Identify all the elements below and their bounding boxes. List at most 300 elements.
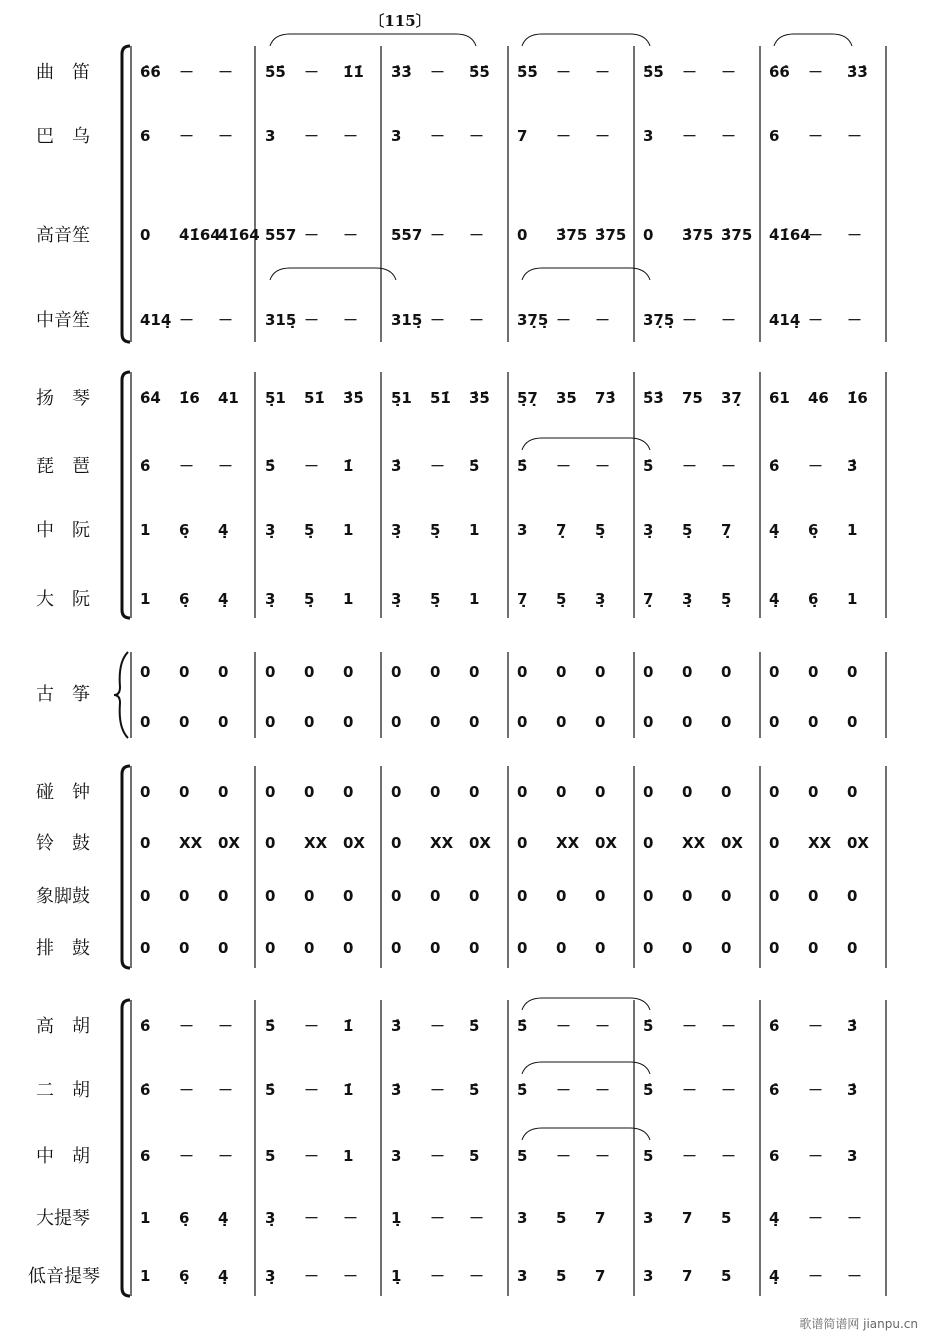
note: 0 [556, 663, 567, 681]
note: 0 [265, 713, 276, 731]
note: － [808, 311, 824, 329]
tie [522, 1128, 650, 1140]
note: 0X [218, 834, 241, 852]
note: 7̣ [517, 590, 528, 608]
instrument-row-pengzhong [36, 782, 857, 803]
note: 1 [469, 521, 480, 539]
note: 6̇ [769, 1017, 780, 1035]
note: 4̇1̇64 [218, 226, 260, 244]
note: － [721, 1081, 737, 1099]
note: － [469, 1209, 485, 1227]
note: － [343, 1209, 359, 1227]
note: 0 [517, 783, 528, 801]
note: － [304, 63, 320, 81]
note: 0 [179, 713, 190, 731]
note: XX [682, 834, 706, 852]
note: 0 [643, 713, 654, 731]
note: － [179, 127, 195, 145]
bracket [122, 46, 130, 342]
note: 3̣ [391, 521, 402, 539]
instrument-name: 扬 琴 [36, 388, 90, 409]
note: 0 [469, 783, 480, 801]
note: 5 [469, 1147, 480, 1165]
instrument-name: 中 阮 [36, 520, 90, 541]
instrument-name: 二 胡 [36, 1080, 90, 1101]
note: 3 [517, 521, 528, 539]
note: 0 [265, 663, 276, 681]
note: 0 [643, 939, 654, 957]
group-brackets [114, 46, 130, 1296]
note: 0 [847, 713, 858, 731]
note: 4̣ [769, 1267, 780, 1285]
note: 1̇6 [179, 389, 200, 407]
note: 1̣ [391, 1209, 402, 1227]
note: － [847, 1209, 863, 1227]
note: 4̇1̇64 [179, 226, 221, 244]
note: － [847, 226, 863, 244]
note: － [218, 311, 234, 329]
note: － [556, 1147, 572, 1165]
instrument-row-xiangjiaogu [36, 886, 857, 907]
note: 0 [343, 783, 354, 801]
note: XX [179, 834, 203, 852]
note: 0 [595, 939, 606, 957]
note: 0 [265, 939, 276, 957]
tie [774, 34, 852, 46]
note: － [430, 457, 446, 475]
note: － [430, 226, 446, 244]
note: 3 [391, 1147, 402, 1165]
note: － [595, 63, 611, 81]
note: － [682, 1081, 698, 1099]
note: 0 [343, 713, 354, 731]
note: － [430, 127, 446, 145]
note: 0 [595, 713, 606, 731]
note: － [179, 457, 195, 475]
instrument-row-gaoyinsheng [36, 225, 862, 246]
note: 557 [265, 226, 297, 244]
note: 3̇75 [682, 226, 714, 244]
note: － [469, 311, 485, 329]
note: － [430, 1017, 446, 1035]
note: － [682, 127, 698, 145]
note: 0X [343, 834, 366, 852]
note: 35 [556, 389, 577, 407]
note: 0 [179, 663, 190, 681]
instrument-row-erhu [36, 1080, 857, 1101]
note: 4̣ [218, 1209, 229, 1227]
note: 0 [682, 887, 693, 905]
note: 5̣ [721, 590, 732, 608]
note: 37̣ [721, 389, 742, 407]
note: 61 [769, 389, 790, 407]
tie [522, 1062, 650, 1074]
bracket [122, 766, 130, 968]
note: 0 [769, 939, 780, 957]
watermark: 歌谱简谱网 jianpu.cn [799, 1317, 918, 1331]
note: 0 [304, 713, 315, 731]
note: － [304, 127, 320, 145]
note: 37̣5̣ [517, 311, 549, 329]
note: 3̇75 [721, 226, 753, 244]
instrument-name: 排 鼓 [36, 938, 90, 959]
note: 6̣ [808, 521, 819, 539]
note: 0 [721, 783, 732, 801]
note: 0 [430, 939, 441, 957]
instrument-name: 大 阮 [36, 589, 90, 610]
note: 0 [808, 663, 819, 681]
note: 0 [343, 939, 354, 957]
note: 3̣ [391, 590, 402, 608]
note: 5̇ [265, 457, 276, 475]
note: 1 [140, 1209, 151, 1227]
instrument-row-bawu [36, 126, 862, 147]
note: 0 [595, 887, 606, 905]
note: 0 [595, 783, 606, 801]
note: 557 [391, 226, 423, 244]
note: 6̣ [179, 1209, 190, 1227]
note: － [218, 457, 234, 475]
note: － [218, 63, 234, 81]
note: 1 [469, 590, 480, 608]
note: － [304, 1147, 320, 1165]
note: 0 [391, 939, 402, 957]
tie [270, 34, 476, 46]
note: 3̇5̇ [469, 389, 490, 407]
instrument-row-datiqin [36, 1208, 862, 1229]
note: XX [304, 834, 328, 852]
note: 0 [769, 663, 780, 681]
note: 4̣ [769, 1209, 780, 1227]
instrument-name: 高音笙 [36, 225, 90, 246]
note: 315̣ [391, 311, 423, 329]
note: 0 [847, 663, 858, 681]
note: 0 [721, 713, 732, 731]
note: 7̣ [643, 590, 654, 608]
note: 3 [391, 127, 402, 145]
note: 1̇1̇ [343, 63, 364, 81]
note: － [721, 457, 737, 475]
note: 5̇3̇ [643, 389, 664, 407]
note: 0 [218, 939, 229, 957]
note: 5̣ [304, 590, 315, 608]
note: 3 [265, 127, 276, 145]
note: 0 [808, 783, 819, 801]
note: － [218, 1147, 234, 1165]
note: 0 [721, 887, 732, 905]
note: 3̣ [595, 590, 606, 608]
note: 0 [140, 663, 151, 681]
note: － [304, 1081, 320, 1099]
note: 6̣ [808, 590, 819, 608]
instrument-row-zhongyinsheng [36, 310, 862, 331]
note: － [595, 127, 611, 145]
note: 0 [769, 783, 780, 801]
note: 0 [140, 939, 151, 957]
note: － [430, 1267, 446, 1285]
tie [522, 998, 650, 1010]
note: － [179, 1081, 195, 1099]
note: 0 [140, 783, 151, 801]
note: 6̣ [179, 590, 190, 608]
note: 6̣ [179, 1267, 190, 1285]
note: 3̣ [682, 590, 693, 608]
note: － [304, 1017, 320, 1035]
note: 4̣ [218, 1267, 229, 1285]
note: － [179, 311, 195, 329]
note: － [847, 311, 863, 329]
note: 0X [721, 834, 744, 852]
instrument-name: 铃 鼓 [36, 833, 90, 854]
instrument-row-diyintiqin [28, 1266, 862, 1287]
instrument-name: 低音提琴 [28, 1266, 100, 1287]
note: － [556, 1017, 572, 1035]
tie [522, 438, 650, 450]
note: 0 [265, 887, 276, 905]
note: － [595, 1017, 611, 1035]
note: － [595, 1081, 611, 1099]
note: 0 [808, 939, 819, 957]
instrument-row-qudi [36, 62, 868, 83]
note: 1 [343, 590, 354, 608]
note: 0 [556, 887, 567, 905]
note: 0 [556, 939, 567, 957]
note: 4̣ [218, 590, 229, 608]
note: － [469, 127, 485, 145]
note: － [556, 127, 572, 145]
note: 5̇ [469, 1017, 480, 1035]
note: 315̣ [265, 311, 297, 329]
note: － [430, 311, 446, 329]
note: 6̇6̇ [769, 63, 790, 81]
note: － [721, 311, 737, 329]
note: 4̣ [218, 521, 229, 539]
note: － [808, 1267, 824, 1285]
note: 1̇ [343, 1081, 354, 1099]
note: 0 [721, 663, 732, 681]
tie [522, 268, 650, 280]
note: 0 [179, 887, 190, 905]
instrument-name: 巴 乌 [36, 126, 90, 147]
note: 0 [517, 226, 528, 244]
note: 0 [517, 834, 528, 852]
note: － [808, 63, 824, 81]
rehearsal-mark: 〔115〕 [369, 12, 431, 30]
note: 1 [847, 590, 858, 608]
note: 6̇ [140, 457, 151, 475]
note: 37̣5̣ [643, 311, 675, 329]
note: 414̣ [769, 311, 801, 329]
note: 0 [430, 663, 441, 681]
note: 0 [643, 887, 654, 905]
note: 0 [469, 713, 480, 731]
tie [270, 268, 396, 280]
note: 5 [643, 1147, 654, 1165]
note: － [556, 63, 572, 81]
instrument-name: 中音笙 [36, 310, 90, 331]
note: 0 [391, 713, 402, 731]
slurs [270, 34, 852, 1140]
note: － [179, 1147, 195, 1165]
note: 5̣1 [265, 389, 286, 407]
note: － [556, 311, 572, 329]
note: 0 [517, 887, 528, 905]
note: － [556, 457, 572, 475]
note: － [682, 457, 698, 475]
note: 5̣ [682, 521, 693, 539]
note: 7 [595, 1267, 606, 1285]
note: 4̣ [769, 521, 780, 539]
instrument-row-daruan [36, 589, 857, 610]
note: － [304, 311, 320, 329]
note: － [304, 1267, 320, 1285]
note: 5 [556, 1209, 567, 1227]
note: 3 [517, 1209, 528, 1227]
note: － [430, 1081, 446, 1099]
note: － [808, 1147, 824, 1165]
note: 6 [140, 1147, 151, 1165]
instrument-row-paigu [36, 938, 857, 959]
instrument-name: 高 胡 [36, 1016, 90, 1037]
note: 0 [808, 713, 819, 731]
note: 0 [808, 887, 819, 905]
instrument-row-gaohu [36, 1016, 857, 1037]
note: 0 [682, 783, 693, 801]
note: 6̣ [179, 521, 190, 539]
instrument-row-yangqin [36, 387, 868, 409]
note: 0 [595, 663, 606, 681]
note: － [179, 63, 195, 81]
note: 5 [721, 1267, 732, 1285]
note: 75 [682, 389, 703, 407]
note: 1 [343, 1147, 354, 1165]
note: XX [556, 834, 580, 852]
note: 1̇6 [847, 389, 868, 407]
note: 6 [140, 127, 151, 145]
note: － [218, 1017, 234, 1035]
note: 5̇ [469, 1081, 480, 1099]
note: － [808, 127, 824, 145]
note: 5̇ [265, 1017, 276, 1035]
note: － [808, 457, 824, 475]
note: 0 [643, 783, 654, 801]
note: 3 [847, 1147, 858, 1165]
note: 0 [517, 939, 528, 957]
note: 0 [643, 226, 654, 244]
note: 0 [304, 939, 315, 957]
note: 3 [643, 1267, 654, 1285]
note: 5 [556, 1267, 567, 1285]
note: 5̇ [265, 1081, 276, 1099]
note: 3̣ [265, 1209, 276, 1227]
note: 3̇ [847, 1081, 858, 1099]
note: 7 [517, 127, 528, 145]
note: 0 [556, 783, 567, 801]
tie [522, 34, 650, 46]
note: － [556, 1081, 572, 1099]
note: 5̣ [430, 590, 441, 608]
note: 7̣ [556, 521, 567, 539]
note: － [682, 63, 698, 81]
note: 5 [517, 1147, 528, 1165]
note: － [430, 1147, 446, 1165]
note: － [721, 1147, 737, 1165]
note: 0 [218, 783, 229, 801]
note: 5̣1 [391, 389, 412, 407]
note: 5̇5̇ [469, 63, 490, 81]
note: 4̇1̇64 [769, 226, 811, 244]
note: 0 [469, 663, 480, 681]
note: 0 [140, 887, 151, 905]
note: 7 [682, 1267, 693, 1285]
note: 0 [265, 834, 276, 852]
note: 0 [682, 663, 693, 681]
note: 6̇ [769, 457, 780, 475]
note: － [595, 457, 611, 475]
note: 5̇5̇ [643, 63, 664, 81]
note: 3̇ [847, 1017, 858, 1035]
note: 6̇6̇ [140, 63, 161, 81]
instrument-row-zhonghu [36, 1146, 857, 1167]
note: 0 [430, 783, 441, 801]
note: 0 [218, 887, 229, 905]
note: 5̣ [595, 521, 606, 539]
note: 1̇ [343, 457, 354, 475]
note: 0 [769, 834, 780, 852]
note: － [721, 63, 737, 81]
note: － [304, 226, 320, 244]
note: 1 [140, 590, 151, 608]
note: 5 [265, 1147, 276, 1165]
note: 5̇5̇ [265, 63, 286, 81]
instrument-row-guzheng [36, 663, 857, 731]
note: 0 [469, 939, 480, 957]
note: 6̇ [140, 1081, 151, 1099]
note: 5̇ [643, 1081, 654, 1099]
note: 0 [304, 887, 315, 905]
note: 0 [556, 713, 567, 731]
note: － [218, 127, 234, 145]
instrument-name: 中 胡 [36, 1146, 90, 1167]
note: － [808, 226, 824, 244]
note: 41 [218, 389, 239, 407]
note: 3̇ [391, 457, 402, 475]
note: 3̇75 [595, 226, 627, 244]
instrument-name: 象脚鼓 [36, 886, 90, 907]
note: 5̇ [469, 457, 480, 475]
note: － [430, 1209, 446, 1227]
note: 0 [140, 834, 151, 852]
instrument-name: 琵 琶 [36, 456, 90, 477]
note: 0 [391, 887, 402, 905]
bracket [122, 1000, 130, 1296]
note: － [682, 311, 698, 329]
note: － [808, 1209, 824, 1227]
note: 5̣ [430, 521, 441, 539]
note: 1 [140, 521, 151, 539]
note: 0X [469, 834, 492, 852]
note: 3̣ [265, 590, 276, 608]
note: － [847, 1267, 863, 1285]
note: － [304, 457, 320, 475]
instrument-row-linggu [36, 833, 869, 854]
note: 7 [682, 1209, 693, 1227]
note: 0 [391, 663, 402, 681]
note: 5̇ [517, 457, 528, 475]
note: 3̇ [847, 457, 858, 475]
bracket [122, 372, 130, 618]
note: 5̇ [643, 1017, 654, 1035]
